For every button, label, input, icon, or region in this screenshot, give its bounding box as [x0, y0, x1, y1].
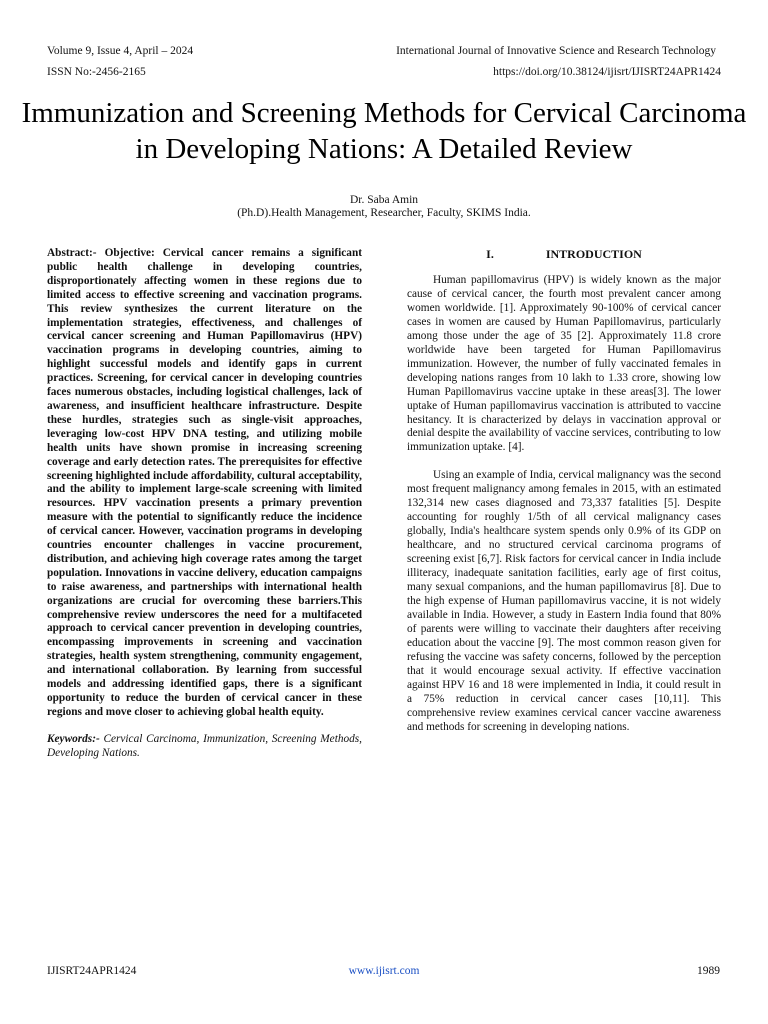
- intro-paragraph-1: Human papillomavirus (HPV) is widely known as the major cause of cervical cancer, the fourth most prevalent cancer among women worldwide. [1]. Approximately 90-100% of cervical cancer cases in women are caused by Human Papillomavirus, particularly among those under the age of 35 [2]. Approximately 11.8 crore worldwide have been targeted for Human Papillomavirus immunization. However, the number of fully vaccinated females in developing nations ranges from 10 lakh to 1.33 crore, showing low Human Papillomavirus vaccine uptake in these areas[3]. The lower uptake of Human papillomavirus vaccination is attributed to vaccine hesitancy. It is characterized by delays in vaccination approval or denial despite the availability of vaccine services, contributing to low immunization uptake. [4].: [407, 274, 721, 454]
- header-doi-link[interactable]: https://doi.org/10.38124/ijisrt/IJISRT24APR1424: [493, 66, 721, 78]
- author-affiliation: (Ph.D).Health Management, Researcher, Faculty, SKIMS India.: [237, 207, 531, 219]
- footer-website: [0, 964, 768, 978]
- keywords-text: Cervical Carcinoma, Immunization, Screening Methods, Developing Nations.: [47, 732, 362, 759]
- header-issn: ISSN No:-2456-2165: [47, 66, 146, 78]
- footer-website-link[interactable]: www.ijisrt.com: [348, 965, 420, 977]
- section-number: I.: [486, 247, 494, 261]
- right-column: [407, 247, 721, 735]
- keywords: [47, 733, 362, 761]
- header-volume: Volume 9, Issue 4, April – 2024: [47, 45, 194, 57]
- author-name: Dr. Saba Amin: [349, 194, 419, 206]
- section-title: INTRODUCTION: [545, 247, 642, 261]
- paper-title: Immunization and Screening Methods for Cervical Carcinoma in Developing Nations: A Detailed Review: [21, 97, 747, 165]
- left-column: [47, 247, 362, 761]
- intro-paragraph-2: Using an example of India, cervical malignancy was the second most frequent malignancy among females in 2015, with an estimated 132,314 new cases diagnosed and 73,337 fatalities [5]. Despite accounting for roughly 1/5th of all cervical malignancy cases globally, India's healthcare system spends only 0.9% of its GDP on healthcare, and no structured cervical carcinoma programs of screening exist [6,7]. Risk factors for cervical cancer in India include illiteracy, inadequate sanitation facilities, early age of first coitus, many sexual companions, and the human papillomavirus [8]. Due to the high expense of Human papillomavirus vaccine, it is not widely available in India. However, a study in Eastern India found that 80% of parents were willing to vaccinate their daughters after receiving education about the vaccine [9]. The most common reason given for refusing the vaccine was safety concerns, followed by the perception that it would encourage sexual activity. If effective vaccination against HPV 16 and 18 were implemented in India, it could result in a 75% reduction in cervical cancer cases [10,11]. This comprehensive review examines cervical cancer vaccine awareness and methods for screening in developing nations.: [407, 469, 721, 733]
- header-journal-name: International Journal of Innovative Science and Research Technology: [396, 45, 716, 57]
- abstract-text: Abstract:- Objective: Cervical cancer remains a significant public health challenge in developing countries, disproportionately affecting women in these regions due to limited access to effective screening and vaccination programs. This review synthesizes the current literature on the implementation strategies, effectiveness, and challenges of cervical cancer screening and Human Papillomavirus (HPV) vaccination programs in developing countries, aiming to highlight successful models and identify gaps in current practices. Screening, for cervical cancer in developing countries faces numerous obstacles, including logistical challenges, lack of awareness, and insufficient healthcare infrastructure. Despite these hurdles, strategies such as single-visit approaches, leveraging low-cost HPV DNA testing, and utilizing mobile health units have shown promise in increasing screening coverage and early detection rates. The prerequisites for effective screening highlighted include affordability, cultural acceptability, and the ability to implement large-scale screening with limited resources. HPV vaccination presents a primary prevention measure with the potential to significantly reduce the incidence of cervical cancer. However, vaccination programs in developing countries encounter challenges in vaccine procurement, distribution, and achieving high coverage rates among the target population. Innovations in vaccine delivery, education campaigns to raise awareness, and partnerships with international health organizations are crucial for overcoming these barriers.This comprehensive review underscores the need for a multifaceted approach to cervical cancer prevention in developing countries, encompassing improvements in screening and vaccination strategies, health system strengthening, community engagement, and international collaboration. By learning from successful models and addressing identified gaps, there is a significant opportunity to reduce the burden of cervical cancer in these regions and move closer to achieving global health equity.: [47, 247, 362, 718]
- keywords-label: Keywords:-: [47, 732, 100, 745]
- section-heading: [407, 247, 721, 261]
- footer-page-number: 1989: [697, 965, 720, 977]
- footer-paper-code: IJISRT24APR1424: [47, 965, 137, 977]
